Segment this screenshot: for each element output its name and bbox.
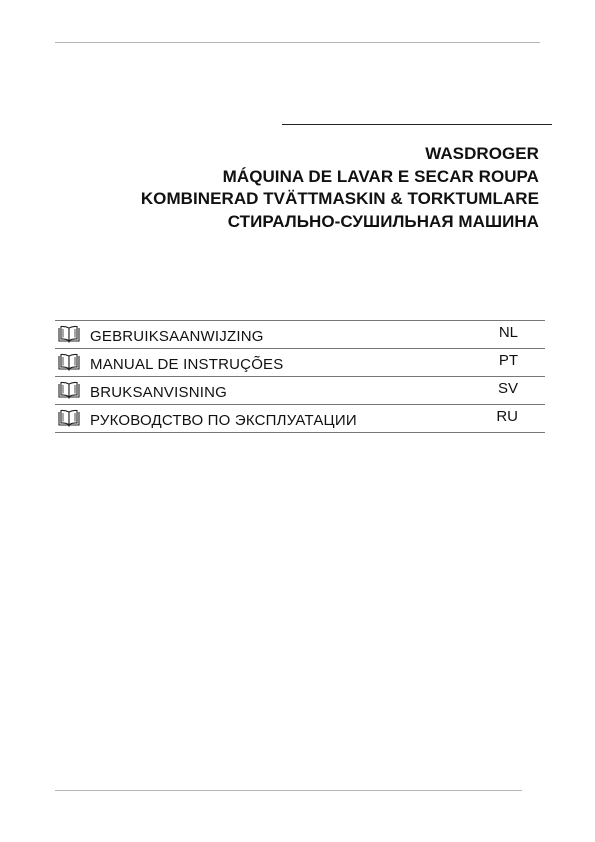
book-icon xyxy=(58,381,80,399)
book-icon xyxy=(58,325,80,343)
language-code: RU xyxy=(496,408,518,425)
manual-label: MANUAL DE INSTRUÇÕES xyxy=(90,356,284,373)
product-title-nl: WASDROGER xyxy=(425,144,539,163)
top-divider xyxy=(55,42,540,43)
manual-label: BRUKSANVISNING xyxy=(90,384,227,401)
product-title-ru: СТИРАЛЬНО-СУШИЛЬНАЯ МАШИНА xyxy=(227,211,539,231)
language-code: SV xyxy=(497,380,518,397)
book-icon xyxy=(58,409,80,427)
product-title-pt: MÁQUINA DE LAVAR E SECAR ROUPA xyxy=(222,166,539,186)
bottom-divider xyxy=(55,790,522,791)
manual-language-list xyxy=(55,320,545,433)
language-code: NL xyxy=(498,324,518,341)
product-title-sv: KOMBINERAD TVÄTTMASKIN & TORKTUMLARE xyxy=(140,189,539,208)
manual-row-nl xyxy=(55,321,545,349)
language-code: PT xyxy=(498,352,518,369)
manual-label: РУКОВОДСТВО ПО ЭКСПЛУАТАЦИИ xyxy=(90,412,357,429)
manual-label: GEBRUIKSAANWIJZING xyxy=(90,328,264,345)
book-icon xyxy=(58,353,80,371)
manual-row-pt xyxy=(55,349,545,377)
product-titles xyxy=(19,143,539,233)
manual-row-ru xyxy=(55,405,545,433)
manual-row-sv xyxy=(55,377,545,405)
title-divider xyxy=(282,124,552,125)
